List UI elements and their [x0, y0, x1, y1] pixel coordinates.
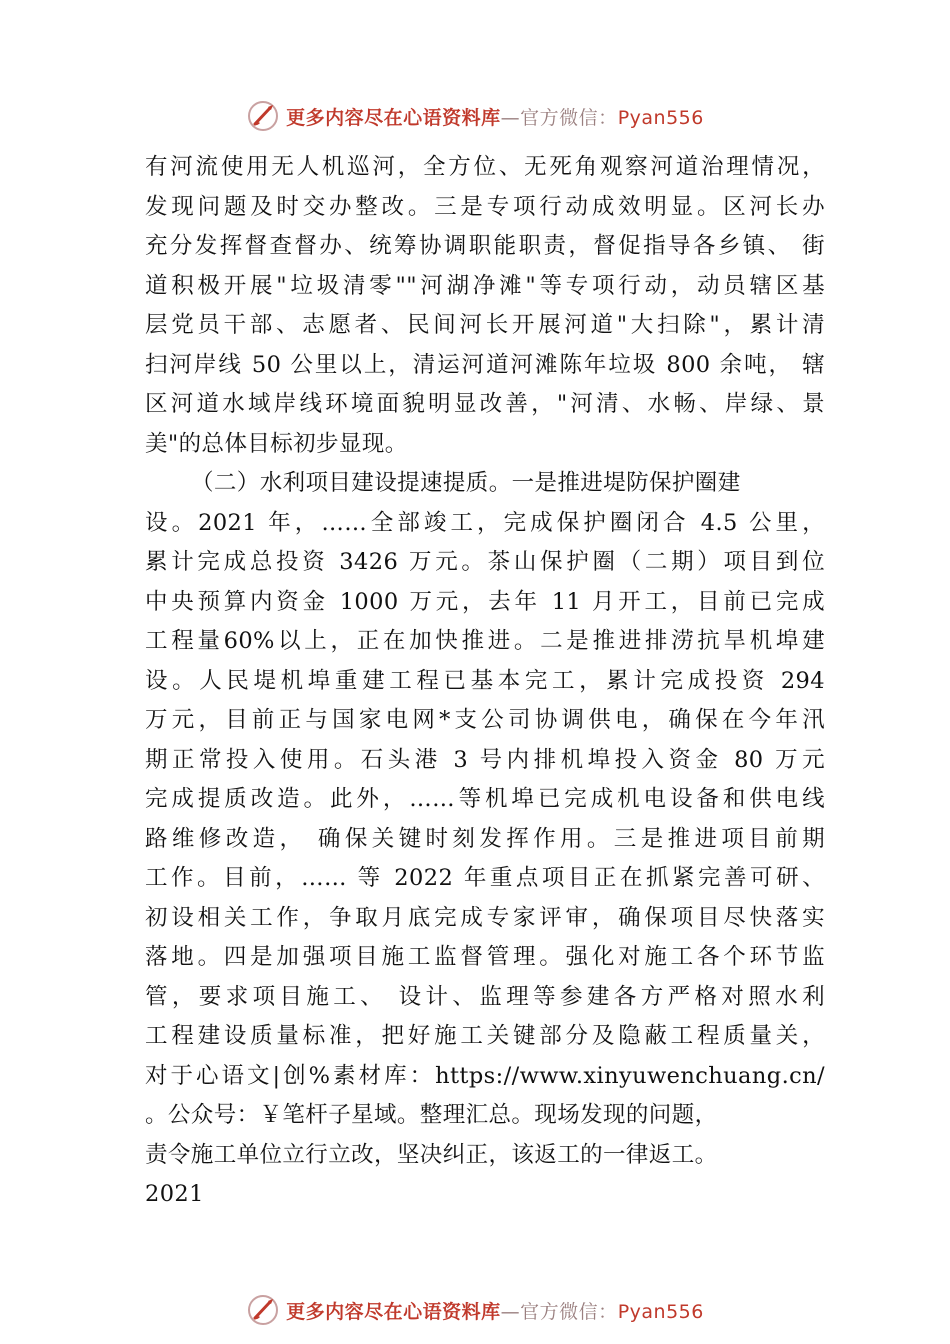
header-banner	[0, 96, 950, 136]
body-line: 发现问题及时交办整改。三是专项行动成效明显。区河长办	[145, 193, 825, 220]
body-line: 责令施工单位立行立改，坚决纠正，该返工的一律返工。	[145, 1141, 718, 1168]
footer-banner	[0, 1290, 950, 1330]
body-line-url: 对于心语文|创%素材库：https://www.xinyuwenchuang.cn/	[145, 1062, 825, 1089]
body-line: 初设相关工作，争取月底完成专家评审，确保项目尽快落实	[145, 904, 825, 931]
body-line: 路维修改造， 确保关键时刻发挥作用。三是推进项目前期	[145, 825, 825, 852]
body-line: 累计完成总投资 3426 万元。茶山保护圈（二期）项目到位	[145, 549, 825, 575]
body-line: 设。人民堤机埠重建工程已基本完工，累计完成投资 294	[145, 667, 825, 694]
body-line: 工程建设质量标准，把好施工关键部分及隐蔽工程质量关，	[145, 1023, 825, 1049]
body-line: 道积极开展"垃圾清零""河湖净滩"等专项行动，动员辖区基	[145, 272, 825, 299]
footer-banner-title: 更多内容尽在心语资料库	[286, 1300, 501, 1323]
body-line: 工作。目前，…… 等 2022 年重点项目正在抓紧完善可研、	[145, 865, 825, 891]
body-line: 完成提质改造。此外，……等机埠已完成机电设备和供电线	[145, 786, 825, 812]
body-line: 有河流使用无人机巡河，全方位、无死角观察河道治理情况，	[145, 154, 825, 180]
body-line: 中央预算内资金 1000 万元，去年 11 月开工，目前已完成	[145, 588, 825, 615]
body-line: 工程量60%以上，正在加快推进。二是推进排涝抗旱机埠建	[145, 628, 825, 654]
brush-logo-icon	[246, 99, 280, 133]
footer-banner-wechat-id: Pyan556	[617, 1300, 704, 1323]
body-line: 设。2021 年，……全部竣工，完成保护圈闭合 4.5 公里，	[145, 509, 825, 536]
body-line: 管，要求项目施工、 设计、监理等参建各方严格对照水利	[145, 983, 825, 1010]
header-banner-wechat-label: 官方微信：	[520, 106, 618, 129]
body-line: 万元，目前正与国家电网*支公司协调供电，确保在今年汛	[145, 707, 825, 733]
body-line: 2021	[145, 1181, 204, 1207]
document-body	[145, 148, 825, 1215]
header-banner-title: 更多内容尽在心语资料库	[286, 106, 501, 129]
footer-banner-text	[286, 1297, 704, 1324]
footer-banner-dash: —	[500, 1300, 521, 1323]
body-line: 美"的总体目标初步显现。	[145, 430, 408, 457]
header-banner-text	[286, 103, 704, 130]
footer-banner-wechat-label: 官方微信：	[520, 1300, 618, 1323]
section-heading-line: （二）水利项目建设提速提质。一是推进堤防保护圈建	[191, 470, 741, 496]
body-line: 。公众号：￥笔杆子星域。整理汇总。现场发现的问题，	[145, 1102, 718, 1128]
brush-logo-icon	[246, 1293, 280, 1327]
body-line: 充分发挥督查督办、统筹协调职能职责，督促指导各乡镇、 街	[145, 233, 825, 259]
body-line: 区河道水域岸线环境面貌明显改善，"河清、水畅、岸绿、景	[145, 391, 825, 417]
body-line: 层党员干部、志愿者、民间河长开展河道"大扫除"，累计清	[145, 312, 825, 338]
header-banner-wechat-id: Pyan556	[617, 106, 704, 129]
body-line: 扫河岸线 50 公里以上，清运河道河滩陈年垃圾 800 余吨， 辖	[145, 351, 825, 378]
body-line: 期正常投入使用。石头港 3 号内排机埠投入资金 80 万元	[145, 746, 825, 773]
header-banner-dash: —	[500, 106, 521, 129]
body-line: 落地。四是加强项目施工监督管理。强化对施工各个环节监	[145, 944, 825, 970]
